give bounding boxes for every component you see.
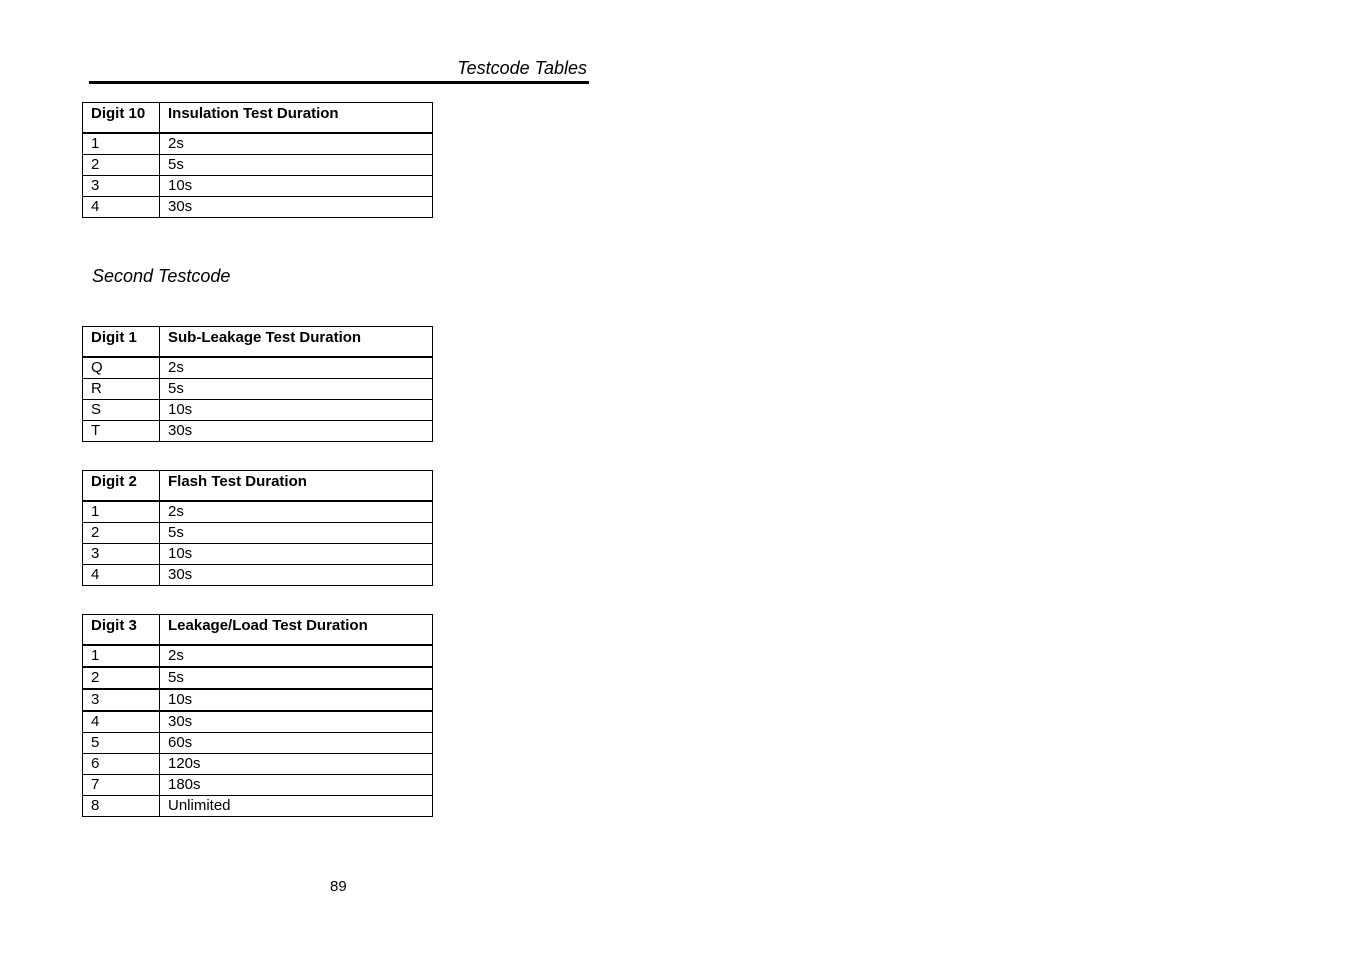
digit-cell: T (83, 421, 160, 442)
duration-cell: 5s (160, 379, 433, 400)
digit-cell: 2 (83, 667, 160, 689)
table-row (83, 711, 433, 733)
digit-cell: 7 (83, 775, 160, 796)
table-row (83, 523, 433, 544)
digit-cell: S (83, 400, 160, 421)
page-number: 89 (330, 878, 347, 895)
table-row (83, 155, 433, 176)
duration-cell: 180s (160, 775, 433, 796)
column-header-digit: Digit 1 (83, 327, 160, 358)
duration-cell: 2s (160, 501, 433, 523)
section-title: Second Testcode (92, 266, 231, 286)
table-row (83, 689, 433, 711)
duration-cell: Unlimited (160, 796, 433, 817)
duration-cell: 120s (160, 754, 433, 775)
column-header-duration: Insulation Test Duration (160, 103, 433, 134)
digit-cell: 2 (83, 523, 160, 544)
table-header-row (83, 471, 433, 502)
table-row (83, 775, 433, 796)
digit-cell: 3 (83, 689, 160, 711)
digit-cell: 2 (83, 155, 160, 176)
duration-cell: 2s (160, 133, 433, 155)
table-row (83, 733, 433, 754)
table-row (83, 565, 433, 586)
sub-leakage-duration-table (82, 326, 433, 442)
digit-cell: 1 (83, 133, 160, 155)
digit-cell: R (83, 379, 160, 400)
table-row (83, 754, 433, 775)
digit-cell: 6 (83, 754, 160, 775)
table-row (83, 176, 433, 197)
digit-cell: 4 (83, 565, 160, 586)
page-header-title: Testcode Tables (457, 58, 587, 78)
column-header-digit: Digit 10 (83, 103, 160, 134)
table-row (83, 667, 433, 689)
column-header-duration: Leakage/Load Test Duration (160, 615, 433, 646)
duration-cell: 30s (160, 565, 433, 586)
table-row (83, 197, 433, 218)
duration-cell: 60s (160, 733, 433, 754)
duration-cell: 10s (160, 689, 433, 711)
digit-cell: 4 (83, 197, 160, 218)
table-header-row (83, 327, 433, 358)
table-row (83, 133, 433, 155)
leakage-load-duration-table (82, 614, 433, 817)
duration-cell: 10s (160, 544, 433, 565)
table-row (83, 645, 433, 667)
table-row (83, 796, 433, 817)
table-row (83, 357, 433, 379)
flash-duration-table (82, 470, 433, 586)
duration-cell: 10s (160, 400, 433, 421)
column-header-duration: Flash Test Duration (160, 471, 433, 502)
digit-cell: 1 (83, 501, 160, 523)
digit-cell: Q (83, 357, 160, 379)
table-header-row (83, 615, 433, 646)
duration-cell: 30s (160, 197, 433, 218)
table-row (83, 400, 433, 421)
column-header-digit: Digit 2 (83, 471, 160, 502)
digit-cell: 4 (83, 711, 160, 733)
duration-cell: 5s (160, 155, 433, 176)
digit-cell: 3 (83, 176, 160, 197)
duration-cell: 2s (160, 645, 433, 667)
digit-cell: 5 (83, 733, 160, 754)
column-header-digit: Digit 3 (83, 615, 160, 646)
duration-cell: 10s (160, 176, 433, 197)
duration-cell: 5s (160, 523, 433, 544)
table-row (83, 501, 433, 523)
digit-cell: 1 (83, 645, 160, 667)
table-header-row (83, 103, 433, 134)
column-header-duration: Sub-Leakage Test Duration (160, 327, 433, 358)
running-header (89, 57, 589, 84)
table-row (83, 379, 433, 400)
duration-cell: 30s (160, 421, 433, 442)
digit-cell: 8 (83, 796, 160, 817)
table-row (83, 421, 433, 442)
duration-cell: 2s (160, 357, 433, 379)
digit-cell: 3 (83, 544, 160, 565)
insulation-duration-table (82, 102, 433, 218)
duration-cell: 30s (160, 711, 433, 733)
duration-cell: 5s (160, 667, 433, 689)
table-row (83, 544, 433, 565)
